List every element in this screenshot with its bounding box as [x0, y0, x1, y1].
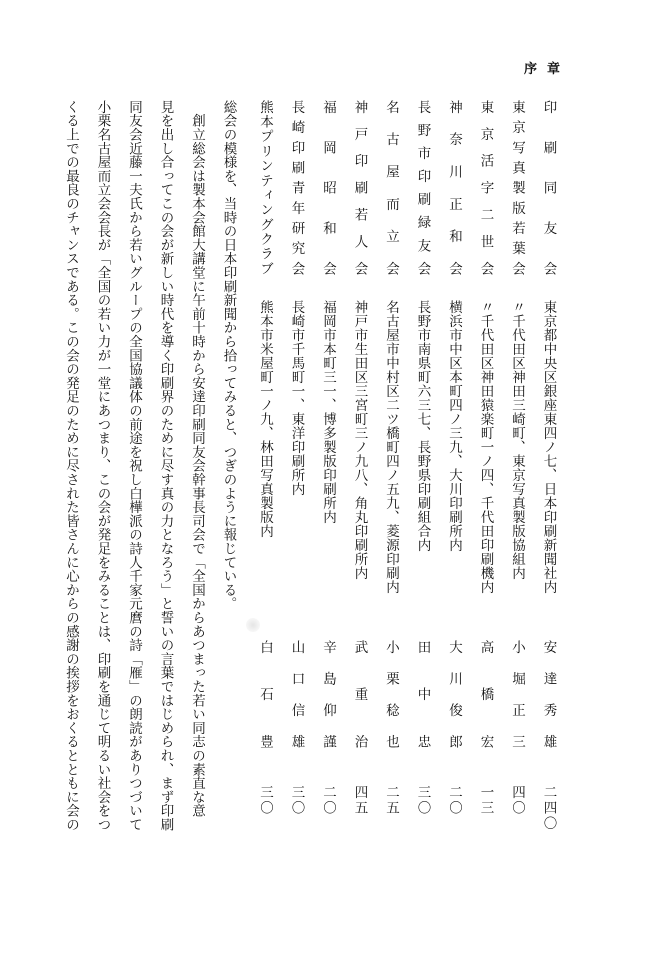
representative-name: 辛島仰謹 [320, 640, 336, 748]
chapter-header: 序章 [523, 62, 570, 77]
organization-name: 熊本プリンティングクラブ [257, 100, 273, 275]
organization-address: 横浜市中区本町四ノ三九、大川印刷所内 [446, 300, 462, 552]
representative-name: 武重治 [351, 640, 368, 748]
organization-name: 福岡昭和会 [320, 100, 336, 275]
member-count: 二五 [383, 785, 399, 816]
paragraph-line: 同友会近藤一夫氏から若いグループの全国協議体の前途を祝し白樺派の詩人千家元麿の詩「雁」の朗読がありつづいて [126, 100, 142, 832]
member-count: 二〇 [446, 785, 462, 816]
representative-name: 小堀正三 [509, 640, 525, 748]
organization-name: 長崎印刷青年研究会 [288, 100, 305, 275]
member-count: 二〇 [320, 785, 336, 816]
organization-address: 東京都中央区銀座東四ノ七、日本印刷新聞社内 [540, 300, 557, 594]
organization-address: 福岡市本町三一、博多製版印刷所内 [320, 300, 336, 524]
member-count: 三〇 [257, 785, 273, 816]
member-count: 一三 [477, 785, 494, 816]
organization-name: 神奈川正和会 [446, 100, 462, 275]
representative-name: 白石豊 [257, 640, 273, 748]
organization-name: 長野市印刷緑友会 [414, 100, 431, 275]
member-count: 三〇 [288, 785, 305, 816]
organization-address: 神戸市生田区三宮町三ノ九八、角丸印刷所内 [351, 300, 368, 580]
member-count: 三〇 [414, 785, 431, 816]
representative-name: 高橋宏 [477, 640, 494, 748]
organization-address: 〃千代田区神田三崎町、東京写真製版協組内 [509, 300, 525, 580]
paragraph-line: 総会の模様を、当時の日本印刷新聞から拾ってみると、つぎのように報じている。 [220, 100, 237, 611]
organization-address: 名古屋市中村区二ツ橋町四ノ五九、菱源印刷内 [383, 300, 399, 594]
representative-name: 山口信雄 [288, 640, 305, 748]
organization-name: 名古屋而立会 [383, 100, 399, 275]
organization-address: 熊本市米屋町一ノ九、林田写真製版内 [257, 300, 273, 538]
organization-name: 東京写真製版若葉会 [509, 100, 525, 275]
organization-name: 印刷同友会 [540, 100, 557, 275]
organization-address: 長野市南県町六三七、長野県印刷組合内 [414, 300, 431, 552]
paragraph-line: くる上での最良のチャンスである。この会の発足のために尽された皆さんに心からの感謝の挨拶をおくるとともに会の [63, 100, 79, 832]
paragraph-line: 創立総会は製本会館大講堂に午前十時から安達印刷同友会幹事長司会で「全国からあつまった若い同志の素直な意 [189, 100, 205, 818]
organization-name: 神戸印刷若人会 [351, 100, 368, 275]
representative-name: 田中忠 [414, 640, 431, 748]
representative-name: 安達秀雄 [540, 640, 557, 748]
organization-address: 長崎市千馬町一、東洋印刷所内 [288, 300, 305, 496]
member-count: 四五 [351, 785, 368, 816]
member-count: 二四〇 [540, 785, 557, 832]
representative-name: 大川俊郎 [446, 640, 462, 748]
organization-name: 東京活字二世会 [477, 100, 494, 275]
paragraph-line: 小栗名古屋而立会会長が「全国の若い力が一堂にあつまり、この会が発足をみることは、印刷を通じて明るい社会をつ [94, 100, 111, 832]
representative-name: 小栗稔也 [383, 640, 399, 748]
print-smudge [246, 618, 260, 632]
paragraph-line: 見を出し合ってこの会が新しい時代を導く印刷界のために尽す真の力となろう」と誓いの言葉ではじめられ、まず印刷 [157, 100, 174, 832]
organization-address: 〃千代田区神田猿楽町一ノ四、千代田印刷機内 [477, 300, 494, 594]
member-count: 四〇 [509, 785, 525, 816]
